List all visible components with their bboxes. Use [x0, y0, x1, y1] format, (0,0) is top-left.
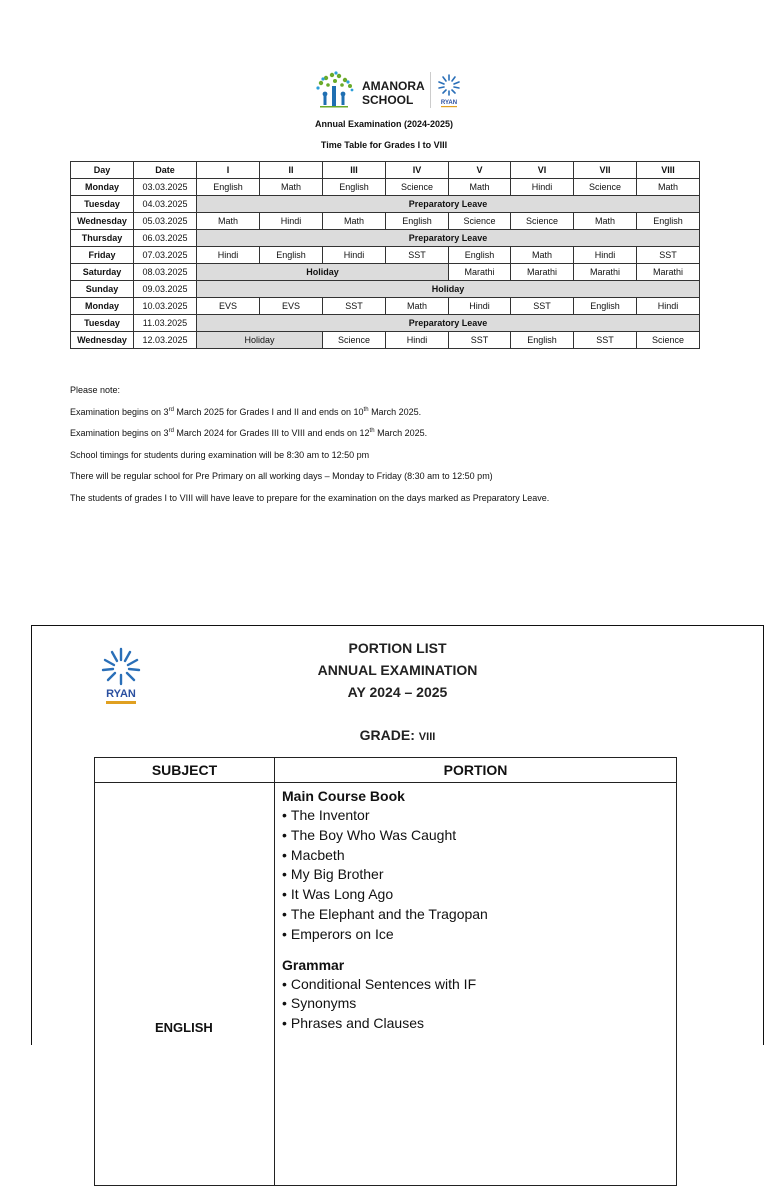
portion-item: • The Boy Who Was Caught	[282, 826, 669, 846]
timetable-cell: English	[637, 213, 700, 230]
timetable-cell: Hindi	[449, 298, 511, 315]
timetable-subtitle: Time Table for Grades I to VIII	[320, 140, 448, 150]
timetable-cell: SST	[511, 298, 574, 315]
timetable-cell: 05.03.2025	[134, 213, 197, 230]
timetable-cell: Hindi	[511, 179, 574, 196]
timetable-row	[71, 179, 700, 196]
timetable-cell: Preparatory Leave	[197, 196, 700, 213]
timetable-cell: Hindi	[637, 298, 700, 315]
timetable-cell: Science	[511, 213, 574, 230]
timetable-cell: English	[323, 179, 386, 196]
timetable-cell: Science	[449, 213, 511, 230]
timetable-cell: Holiday	[197, 332, 323, 349]
timetable-row	[71, 213, 700, 230]
timetable-cell: Marathi	[574, 264, 637, 281]
timetable-cell: Holiday	[197, 281, 700, 298]
timetable-cell: 07.03.2025	[134, 247, 197, 264]
timetable-cell: Sunday	[71, 281, 134, 298]
subject-name: ENGLISH	[155, 1020, 213, 1035]
timetable-row	[71, 230, 700, 247]
timetable-column-header: II	[260, 162, 323, 179]
timetable-cell: Math	[323, 213, 386, 230]
timetable-cell: Saturday	[71, 264, 134, 281]
school-logo	[312, 70, 462, 112]
timetable-row	[71, 298, 700, 315]
timetable-cell: Tuesday	[71, 196, 134, 213]
timetable-cell: Monday	[71, 298, 134, 315]
timetable-cell: SST	[323, 298, 386, 315]
timetable-cell: Science	[574, 179, 637, 196]
timetable	[70, 161, 700, 349]
portion-column-header: PORTION	[275, 758, 677, 783]
timetable-cell: English	[574, 298, 637, 315]
timetable-cell: EVS	[260, 298, 323, 315]
note-item: Examination begins on 3rd March 2025 for Grades I and II and ends on 10th March 2025.	[70, 406, 422, 417]
portion-item: • Phrases and Clauses	[282, 1014, 669, 1034]
ryan-small-logo-icon	[436, 72, 462, 110]
portion-header-row	[95, 758, 677, 783]
main-course-heading: Main Course Book	[282, 788, 405, 804]
timetable-cell: Preparatory Leave	[197, 230, 700, 247]
timetable-cell: Holiday	[197, 264, 449, 281]
timetable-cell: Hindi	[386, 332, 449, 349]
timetable-cell: Science	[386, 179, 449, 196]
timetable-cell: 10.03.2025	[134, 298, 197, 315]
svg-text:RYAN: RYAN	[106, 688, 136, 700]
timetable-row	[71, 281, 700, 298]
timetable-cell: 04.03.2025	[134, 196, 197, 213]
note-item: School timings for students during examination will be 8:30 am to 12:50 pm	[70, 449, 370, 460]
timetable-body	[71, 179, 700, 349]
tree-logo-icon	[312, 70, 356, 110]
portion-exam-name: ANNUAL EXAMINATION	[317, 662, 478, 678]
timetable-cell: Math	[449, 179, 511, 196]
notes-heading: Please note:	[70, 385, 121, 395]
timetable-cell: SST	[386, 247, 449, 264]
portion-item: • It Was Long Ago	[282, 885, 669, 905]
portion-item: • Emperors on Ice	[282, 925, 669, 945]
note-item: Examination begins on 3rd March 2024 for Grades III to VIII and ends on 12th March 2025.	[70, 428, 428, 438]
timetable-column-header: VI	[511, 162, 574, 179]
grade-label: GRADE: VIII	[359, 727, 436, 743]
portion-item: • Macbeth	[282, 846, 669, 866]
note-item: The students of grades I to VIII will have leave to prepare for the examination on the days marked as Preparatory Leave.	[70, 492, 550, 503]
timetable-cell: English	[260, 247, 323, 264]
timetable-cell: 03.03.2025	[134, 179, 197, 196]
portion-item: • The Inventor	[282, 806, 669, 826]
timetable-column-header: IV	[386, 162, 449, 179]
portion-item: • Synonyms	[282, 994, 669, 1014]
timetable-cell: English	[449, 247, 511, 264]
timetable-cell: 11.03.2025	[134, 315, 197, 332]
timetable-column-header: VII	[574, 162, 637, 179]
timetable-cell: Thursday	[71, 230, 134, 247]
academic-year: AY 2024 – 2025	[347, 684, 448, 700]
timetable-cell: Marathi	[511, 264, 574, 281]
grammar-heading: Grammar	[282, 956, 345, 973]
timetable-cell: Hindi	[323, 247, 386, 264]
exam-title: Annual Examination (2024-2025)	[314, 119, 454, 129]
timetable-cell: Science	[323, 332, 386, 349]
timetable-header-row	[71, 162, 700, 179]
timetable-row	[71, 264, 700, 281]
timetable-cell: Hindi	[574, 247, 637, 264]
timetable-cell: Math	[574, 213, 637, 230]
portion-item: • The Elephant and the Tragopan	[282, 905, 669, 925]
timetable-cell: Wednesday	[71, 332, 134, 349]
timetable-cell: Math	[637, 179, 700, 196]
timetable-cell: SST	[449, 332, 511, 349]
timetable-cell: English	[197, 179, 260, 196]
portion-item: • My Big Brother	[282, 865, 669, 885]
timetable-column-header: Date	[134, 162, 197, 179]
portion-title: PORTION LIST	[348, 640, 447, 656]
timetable-cell: 12.03.2025	[134, 332, 197, 349]
timetable-cell: SST	[637, 247, 700, 264]
timetable-cell: English	[511, 332, 574, 349]
timetable-column-header: I	[197, 162, 260, 179]
logo-divider	[430, 72, 431, 108]
subject-cell	[95, 783, 275, 1186]
timetable-cell: Math	[511, 247, 574, 264]
timetable-cell: 06.03.2025	[134, 230, 197, 247]
timetable-cell: Monday	[71, 179, 134, 196]
main-course-list	[282, 806, 669, 945]
timetable-cell: English	[386, 213, 449, 230]
subject-column-header: SUBJECT	[95, 758, 275, 783]
timetable-cell: Marathi	[637, 264, 700, 281]
timetable-cell: Science	[637, 332, 700, 349]
timetable-row	[71, 332, 700, 349]
timetable-column-header: V	[449, 162, 511, 179]
grammar-list	[282, 975, 669, 1034]
timetable-cell: Hindi	[197, 247, 260, 264]
timetable-cell: Friday	[71, 247, 134, 264]
notes-section	[70, 380, 549, 509]
portion-list-page	[31, 625, 764, 1045]
portion-item: • Conditional Sentences with IF	[282, 975, 669, 995]
timetable-row	[71, 196, 700, 213]
timetable-row	[71, 247, 700, 264]
note-item: There will be regular school for Pre Primary on all working days – Monday to Friday (8:30 am to 12:50 pm)	[70, 471, 493, 481]
timetable-cell: Tuesday	[71, 315, 134, 332]
svg-text:RYAN: RYAN	[440, 100, 458, 106]
timetable-cell: Preparatory Leave	[197, 315, 700, 332]
timetable-column-header: Day	[71, 162, 134, 179]
timetable-cell: 08.03.2025	[134, 264, 197, 281]
school-name: AMANORA SCHOOL	[362, 79, 425, 107]
portion-cell	[275, 783, 677, 1186]
timetable-cell: Math	[197, 213, 260, 230]
portion-row	[95, 783, 677, 1186]
timetable-column-header: III	[323, 162, 386, 179]
timetable-column-header: VIII	[637, 162, 700, 179]
timetable-row	[71, 315, 700, 332]
timetable-cell: Math	[386, 298, 449, 315]
timetable-cell: SST	[574, 332, 637, 349]
timetable-cell: Marathi	[449, 264, 511, 281]
timetable-cell: Wednesday	[71, 213, 134, 230]
timetable-cell: 09.03.2025	[134, 281, 197, 298]
portion-table	[94, 757, 677, 1186]
timetable-cell: Hindi	[260, 213, 323, 230]
timetable-cell: EVS	[197, 298, 260, 315]
timetable-cell: Math	[260, 179, 323, 196]
